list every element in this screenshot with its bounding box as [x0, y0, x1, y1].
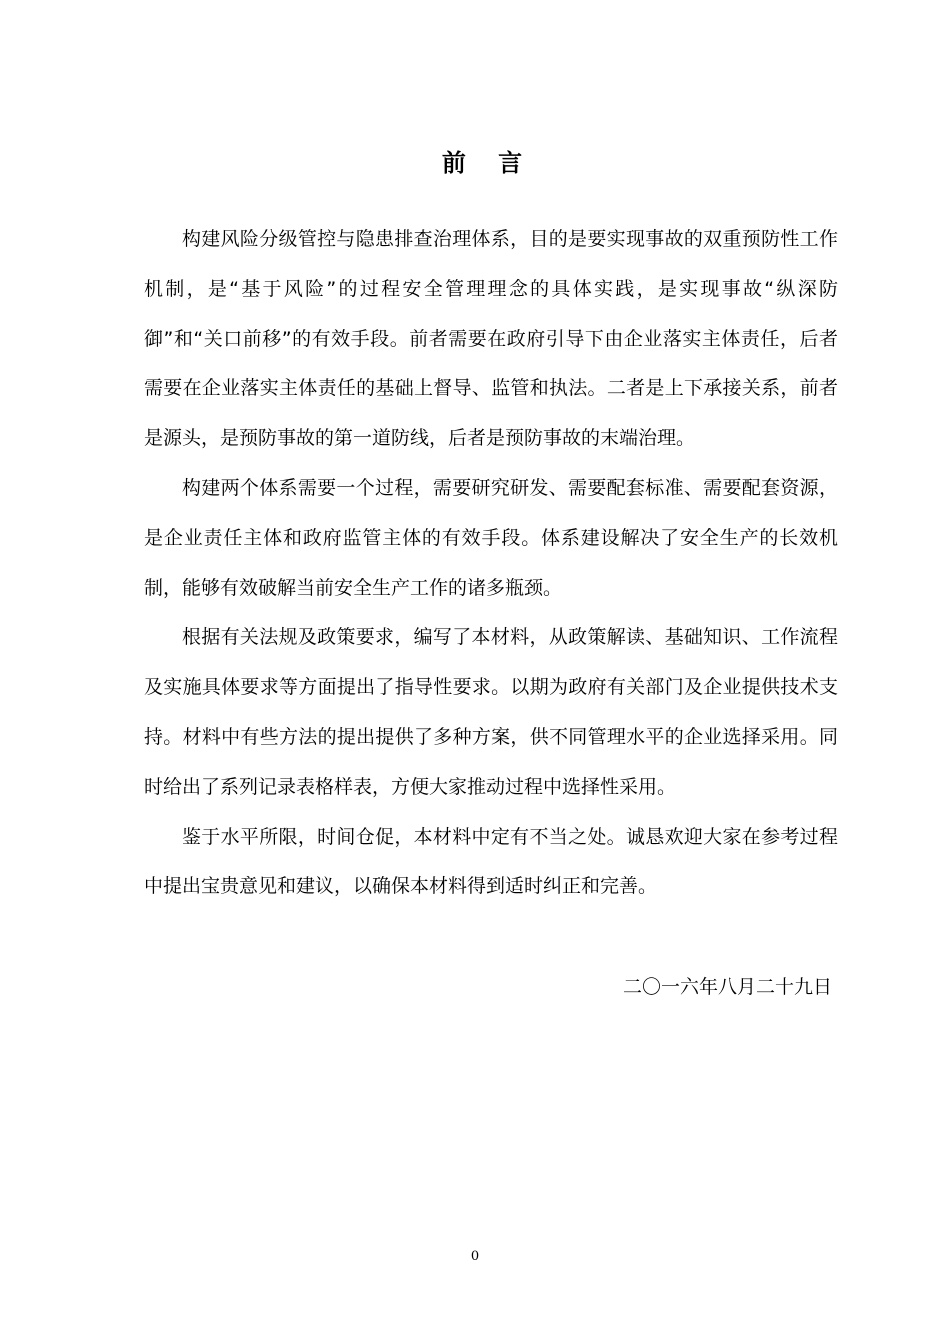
- paragraph-1: 构建风险分级管控与隐患排查治理体系，目的是要实现事故的双重预防性工作机制，是“基于风险”的过程安全管理理念的具体实践，是实现事故“纵深防御”和“关口前移”的有效手段。前者需要在政府引导下由企业落实主体责任，后者需要在企业落实主体责任的基础上督导、监管和执法。二者是上下承接关系，前者是源头，是预防事故的第一道防线，后者是预防事故的末端治理。: [144, 228, 838, 450]
- date-line: 二〇一六年八月二十九日: [622, 976, 832, 998]
- preface-body: [144, 215, 838, 912]
- paragraph-3: 根据有关法规及政策要求，编写了本材料，从政策解读、基础知识、工作流程及实施具体要求等方面提出了指导性要求。以期为政府有关部门及企业提供技术支持。材料中有些方法的提出提供了多种方案，供不同管理水平的企业选择采用。同时给出了系列记录表格样表，方便大家推动过程中选择性采用。: [144, 626, 838, 798]
- page-number: 0: [470, 1249, 480, 1264]
- paragraph-4: 鉴于水平所限，时间仓促，本材料中定有不当之处。诚恳欢迎大家在参考过程中提出宝贵意见和建议，以确保本材料得到适时纠正和完善。: [144, 825, 838, 898]
- page-title: 前 言: [441, 149, 535, 177]
- paragraph-2: 构建两个体系需要一个过程，需要研究研发、需要配套标准、需要配套资源，是企业责任主体和政府监管主体的有效手段。体系建设解决了安全生产的长效机制，能够有效破解当前安全生产工作的诸多瓶颈。: [144, 476, 838, 599]
